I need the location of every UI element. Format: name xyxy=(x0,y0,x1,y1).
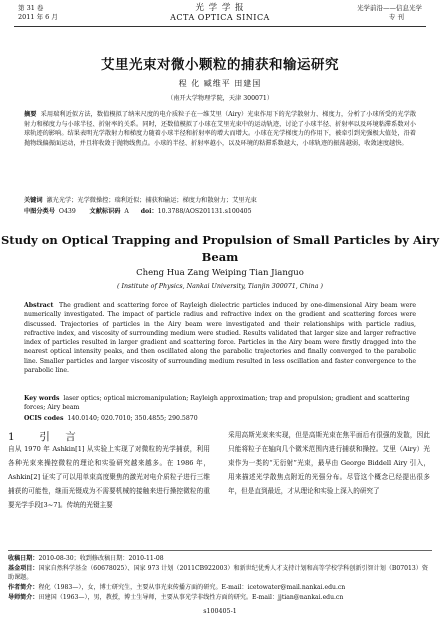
section-number: 1 xyxy=(8,431,21,443)
doi-value: 10.3788/AOS201131.s100405 xyxy=(157,208,252,215)
abstract-cn-label: 摘要 xyxy=(24,111,37,118)
abstract-en-text: The gradient and scattering force of Rayleigh dielectric particles induced by one-dimensional Airy beam were numerically investigated. The impact of particle radius and refractive index on the gradient and scattering forces were discussed. Trajectories of particles in the Airy beam were investigated and their relationships with particle radius, refractive index, and viscosity of surrounding medium were studied. Results validated that larger size and larger refractive index of particles resulted in larger gradient and scattering force. Particles in the Airy beam were firstly dragged into the nearest optical intensity peaks, and then oscillated along the parabolic trajectories and finally converged to the parabolic line. Smaller particles and larger viscosity of surrounding medium resulted in less oscillation and faster convergence to the parabolic line. xyxy=(24,302,417,375)
abstract-cn-text: 采用瑞利近似方法，数值模拟了纳米尺度的电介质粒子在一维艾里（Airy）光束作用下的光学散射力、梯度力，分析了小球所受的光学散射力和梯度力与小球半径、折射率的关系。同时，还数值模拟了小球在艾里光束中的运动轨迹，讨论了小球半径、折射率以及环境粘滞系数对小球轨迹的影响。结果表明光学散射力和梯度力随着小球半径和折射率的增大而增大。小球在光学梯度力的作用下，被牵引到光强极大值处，沿着抛物线偏振面运动，并且将收敛于抛物线焦点。小球的半径、折射率越小，以及环境的粘滞系数越大，小球轨迹的振荡越弱，收敛速度越快。 xyxy=(24,111,417,147)
journal-header xyxy=(0,0,440,36)
title-cn: 艾里光束对微小颗粒的捕获和输运研究 xyxy=(101,57,339,73)
affiliation-en: ( Institute of Physics, Nankai University, Tianjin 300071, China ) xyxy=(117,283,323,290)
footnote-label: 作者简介： xyxy=(8,584,39,592)
journal-name-cn: 光 学 学 报 xyxy=(195,3,245,13)
page-number: s100405-1 xyxy=(203,608,237,615)
ocis-codes xyxy=(24,414,198,423)
abstract-en-label: Abstract xyxy=(24,302,54,309)
keywords-cn-text: 激光光学；光学微操控；瑞利近似；捕获和输运；梯度力和散射力；艾里光束 xyxy=(46,197,257,204)
footnote-text: 程化（1983—），女，博士研究生，主要从事光束传播方面的研究。E-mail：icetowater@mail.nankai.edu.cn xyxy=(38,584,346,592)
keywords-en-text: laser optics; optical micromanipulation; Rayleigh approximation; trap and propulsion; gradient and scattering forces; Airy beam xyxy=(24,395,410,412)
footnote-funding xyxy=(8,564,428,583)
journal-name-en: ACTA OPTICA SINICA xyxy=(170,13,270,22)
affiliation-cn: （南开大学物理学院，天津 300071） xyxy=(166,95,274,102)
footnote-text: 2010-08-30；收到修改稿日期：2010-11-08 xyxy=(38,555,164,562)
doc-code: A xyxy=(124,208,129,215)
keywords-en xyxy=(24,394,416,413)
ocis-text: 140.0140; 020.7010; 350.4855; 290.5870 xyxy=(67,415,198,422)
footnotes xyxy=(8,554,428,603)
clc-label: 中图分类号 xyxy=(24,208,55,215)
authors-en: Cheng Hua Zang Weiping Tian Jianguo xyxy=(136,268,304,278)
keywords-en-label: Key words xyxy=(24,395,60,402)
header-rule xyxy=(14,26,426,27)
doi-label: doi： xyxy=(140,208,158,215)
footnote-text: 国家自然科学基金（60678025）、国家 973 计划（2011CB922003）和新世纪优秀人才支持计划和高等学校学科创新引智计划（B07013）资助课题。 xyxy=(8,564,428,582)
ocis-label: OCIS codes xyxy=(24,415,64,422)
abstract-cn xyxy=(24,110,416,148)
doc-code-label: 文献标识码 xyxy=(89,208,121,215)
intro-left-column: 自从 1970 年 Ashkin[1] 从实验上实现了对微粒的光学捕获，利用各种光束来操控微粒的理论和实验研究越来越多。在 1986 年，Ashkin[2] 证实了可以用单束高度聚焦的激光对电介质粒子进行三维捕获的可能性，继而光镊成为不需要机械的接触来进行操控微粒的重要光学手段[3~7]。传统的光镊主要 xyxy=(8,445,210,510)
keywords-cn-label: 关键词 xyxy=(24,197,43,204)
column-label: 专 刊 xyxy=(388,13,404,21)
footnote-received xyxy=(8,554,428,564)
classification-line xyxy=(24,207,252,217)
title-en: Study on Optical Trapping and Propulsion of Small Particles by Airy Beam xyxy=(0,233,440,264)
footnote-label: 收稿日期： xyxy=(8,555,39,562)
clc-code: O439 xyxy=(58,208,76,215)
keywords-cn xyxy=(24,196,416,206)
footnote-author xyxy=(8,583,428,593)
abstract-en xyxy=(24,301,416,375)
authors-cn: 程 化 臧维平 田建国 xyxy=(178,79,262,88)
footnote-label: 基金项目： xyxy=(8,564,39,572)
footnote-label: 导师简介： xyxy=(8,593,39,601)
footnote-rule xyxy=(8,550,432,551)
footnote-text: 田建国（1963—），男，教授，博士生导师，主要从事光学非线性方面的研究。E-mail：jjtian@nankai.edu.cn xyxy=(38,593,344,601)
column-info xyxy=(357,4,422,22)
section-title: 引 言 xyxy=(39,431,82,443)
intro-right-column: 采用高斯光束来实现，但是高斯光束在焦平面后有很强的发散，因此只能将粒子在轴向几个微米范围内进行捕获和操控。艾里（Airy）光束作为一类的“无衍射”光束，最早由 George Biddell Airy 引入，用来描述光学散焦点附近的光强分布。尽管这个概念已经提出很多年，但是直到最近，才从理论和实验上深入的研究了 xyxy=(228,431,430,496)
footnote-supervisor xyxy=(8,593,428,603)
volume: 第 31 卷 xyxy=(18,4,44,12)
column-name: 光学前沿——信息光学 xyxy=(357,4,422,12)
issue-date: 2011 年 6 月 xyxy=(18,13,58,21)
